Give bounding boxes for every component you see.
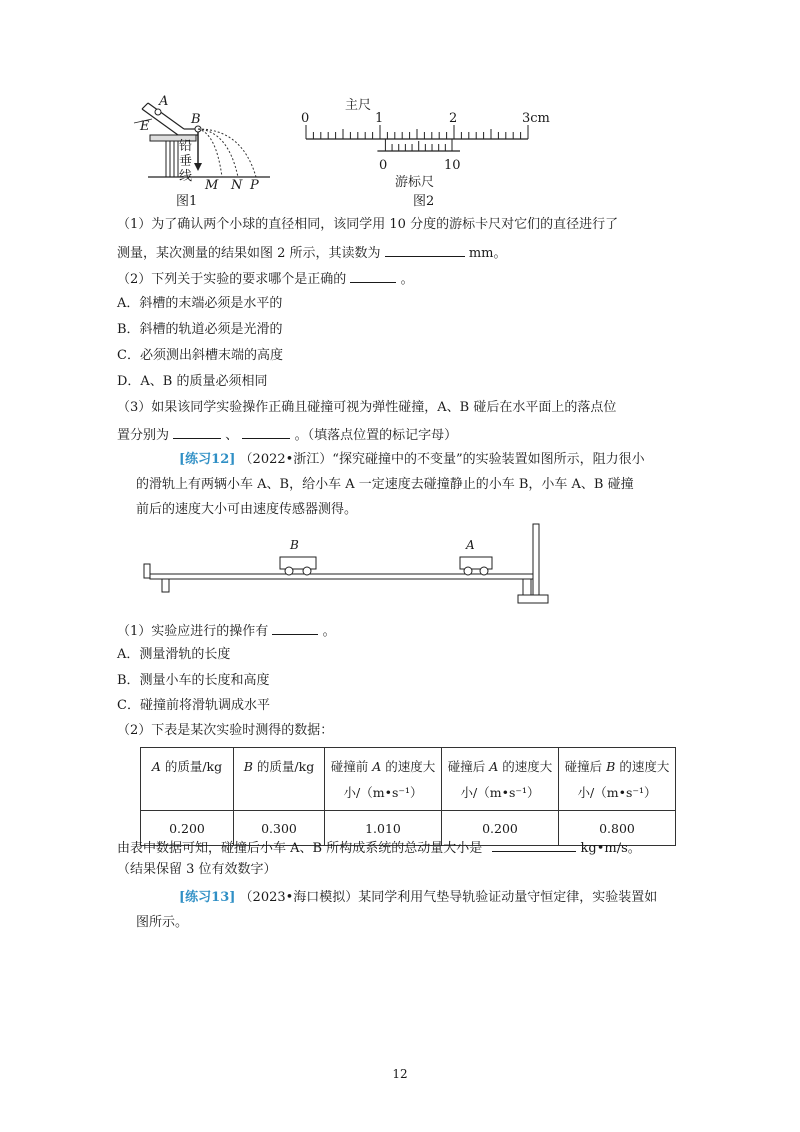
table-cell: 0.200 — [442, 811, 559, 846]
fig2-vernier-0: 0 — [379, 158, 388, 173]
answer-blank-q2[interactable] — [350, 269, 396, 283]
fig1-label-a: A — [159, 94, 169, 109]
fig2-main-label: 主尺 — [345, 98, 372, 113]
ex12-line-2: 的滑轨上有两辆小车 A、B，给小车 A 一定速度去碰撞静止的小车 B，小车 A、B 碰撞 — [136, 477, 634, 492]
answer-blank-momentum[interactable] — [492, 838, 576, 852]
q3-line-2 — [117, 425, 457, 445]
q2-option-d: D．A、B 的质量必须相同 — [117, 374, 268, 389]
ex12-q1-option-c: C．碰撞前将滑轨调成水平 — [117, 698, 270, 713]
ex13-tag: [练习13] — [179, 890, 236, 905]
ex13-line-1-text: （2023•海口模拟）某同学利用气垫导轨验证动量守恒定律，实验装置如 — [239, 890, 658, 905]
q1-unit: mm。 — [468, 246, 507, 261]
fig1-label-p: P — [250, 178, 259, 193]
table-header-cell: A 的质量/kg — [141, 748, 234, 811]
ex12-line-1-text: （2022•浙江）“探究碰撞中的不变量”的实验装置如图所示，阻力很小 — [239, 452, 645, 467]
fig2-tick-3cm: 3cm — [522, 111, 550, 126]
figure-2-vernier-caliper — [300, 125, 550, 165]
table-header-cell: 碰撞后 B 的速度大 小/（m•s⁻¹） — [559, 748, 676, 811]
q2-stem-end: 。 — [400, 272, 414, 287]
table-cell: 1.010 — [325, 811, 442, 846]
table-header-cell: 碰撞前 A 的速度大 小/（m•s⁻¹） — [325, 748, 442, 811]
fig2-vernier-label: 游标尺 — [395, 175, 435, 190]
table-header-cell: 碰撞后 A 的速度大 小/（m•s⁻¹） — [442, 748, 559, 811]
answer-blank-q1[interactable] — [385, 243, 465, 257]
answer-blank-ex12-q1[interactable] — [272, 621, 318, 635]
q1-line-2 — [117, 243, 506, 263]
q3-line-2-text: 置分别为 — [117, 428, 170, 443]
table-header-row — [141, 748, 676, 811]
after-table-text: 由表中数据可知，碰撞后小车 A、B 所构成系统的总动量大小是 — [117, 841, 483, 856]
table-cell: 0.200 — [141, 811, 234, 846]
fig2-caption: 图2 — [413, 194, 435, 209]
momentum-unit: kg•m/s。 — [580, 841, 641, 856]
q3-line-1: （3）如果该同学实验操作正确且碰撞可视为弹性碰撞，A、B 碰后在水平面上的落点位 — [117, 400, 617, 415]
fig2-vernier-10: 10 — [444, 158, 461, 173]
q3-line-2-end: 。（填落点位置的标记字母） — [294, 428, 458, 443]
q2-option-b: B．斜槽的轨道必须是光滑的 — [117, 322, 283, 337]
q3-separator: 、 — [225, 428, 239, 443]
ex12-q1-stem-text: （1）实验应进行的操作有 — [117, 624, 269, 639]
table-cell: 0.300 — [234, 811, 325, 846]
q2-stem-text: （2）下列关于实验的要求哪个是正确的 — [117, 272, 347, 287]
fig2-tick-2: 2 — [449, 111, 458, 126]
q2-stem — [117, 269, 414, 289]
fig2-tick-0: 0 — [301, 111, 310, 126]
cart-b-label: B — [290, 538, 299, 552]
ex13-line-1 — [179, 889, 657, 907]
q1-line-2-text: 测量，某次测量的结果如图 2 所示，其读数为 — [117, 246, 381, 261]
fig1-plumb-label: 铅垂线 — [179, 139, 193, 184]
ex12-q1-option-b: B．测量小车的长度和高度 — [117, 673, 270, 688]
data-table — [140, 747, 676, 846]
q2-option-c: C．必须测出斜槽末端的高度 — [117, 348, 283, 363]
ex12-line-1 — [179, 451, 645, 469]
ex12-line-3: 前后的速度大小可由速度传感器测得。 — [136, 502, 358, 517]
fig1-label-m: M — [205, 178, 219, 193]
ex12-q1-stem-end: 。 — [322, 624, 336, 639]
ex12-q1-stem — [117, 621, 336, 641]
figure-track-carts — [138, 520, 558, 610]
answer-blank-q3-a[interactable] — [173, 425, 221, 439]
after-table-line-2: （结果保留 3 位有效数字） — [117, 862, 277, 877]
fig1-label-e: E — [140, 119, 150, 134]
fig2-tick-1: 1 — [375, 111, 384, 126]
fig1-label-b: B — [191, 112, 201, 127]
answer-blank-q3-b[interactable] — [242, 425, 290, 439]
ex12-q2-stem: （2）下表是某次实验时测得的数据： — [117, 723, 334, 738]
cart-a-label: A — [466, 538, 475, 552]
page-number: 12 — [392, 1067, 408, 1081]
fig1-caption: 图1 — [176, 194, 198, 209]
q1-line-1: （1）为了确认两个小球的直径相同，该同学用 10 分度的游标卡尺对它们的直径进行了 — [117, 217, 619, 232]
table-header-cell: B 的质量/kg — [234, 748, 325, 811]
table-cell: 0.800 — [559, 811, 676, 846]
q2-option-a: A．斜槽的末端必须是水平的 — [117, 296, 283, 311]
ex12-tag: [练习12] — [179, 452, 236, 467]
after-table-line-1 — [117, 838, 641, 858]
fig1-label-n: N — [231, 178, 243, 193]
ex13-line-2: 图所示。 — [136, 915, 189, 930]
ex12-q1-option-a: A．测量滑轨的长度 — [117, 647, 231, 662]
